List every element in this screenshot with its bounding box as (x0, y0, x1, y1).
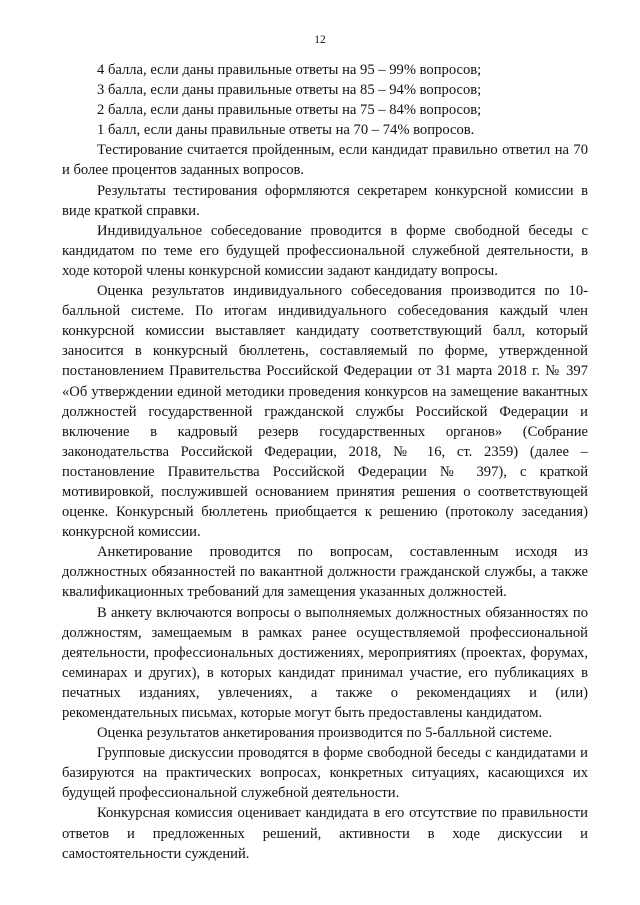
paragraph-questionnaire-contents: В анкету включаются вопросы о выполняемых должностных обязанностях по должностям, замещаемым в рамках ранее осуществляемой профессиональной деятельности, профессиональных достижениях, мероприятиях (проектах, форумах, семинарах и других), в которых кандидат принимал участие, его публикациях в печатных изданиях, увлечениях, а также о рекомендациях и (или) рекомендательных письмах, которые могут быть предоставлены кандидатом. (62, 604, 588, 721)
paragraph-questionnaire-evaluation: Оценка результатов анкетирования производится по 5-балльной системе. (97, 725, 553, 742)
score-line-2: 2 балла, если даны правильные ответы на 75 – 84% вопросов; (97, 102, 482, 119)
score-line-4: 4 балла, если даны правильные ответы на 95 – 99% вопросов; (97, 62, 482, 78)
page-number: 12 (314, 34, 326, 46)
paragraph-commission-evaluation: Конкурсная комиссия оценивает кандидата в его отсутствие по правильности ответов и предложенных решений, активности в ходе дискуссии и самостоятельности суждений. (62, 805, 588, 862)
document-body (62, 60, 588, 864)
paragraph-testing-passed: Тестирование считается пройденным, если кандидат правильно ответил на 70 и более процентов заданных вопросов. (62, 142, 588, 179)
paragraph-interview: Индивидуальное собеседование проводится в форме свободной беседы с кандидатом по теме его будущей профессиональной служебной деятельности, в ходе которой члены конкурсной комиссии задают кандидату вопросы. (62, 222, 588, 279)
paragraph-testing-results: Результаты тестирования оформляются секретарем конкурсной комиссии в виде краткой справки. (62, 182, 588, 219)
score-line-1: 1 балл, если даны правильные ответы на 70 – 74% вопросов. (97, 122, 475, 139)
paragraph-questionnaire: Анкетирование проводится по вопросам, составленным исходя из должностных обязанностей по вакантной должности гражданской службы, а также квалификационных требований для замещения указанных должностей. (62, 544, 588, 601)
score-line-3: 3 балла, если даны правильные ответы на 85 – 94% вопросов; (97, 82, 482, 99)
paragraph-group-discussions: Групповые дискуссии проводятся в форме свободной беседы с кандидатами и базируются на практических вопросах, конкретных ситуациях, касающихся их будущей профессиональной служебной деятельности. (62, 745, 588, 802)
paragraph-interview-evaluation: Оценка результатов индивидуального собеседования производится по 10-балльной системе. По итогам индивидуального собеседования каждый член конкурсной комиссии выставляет кандидату соответствующий балл, который заносится в конкурсный бюллетень, составляемый по форме, утвержденной постановлением Правительства Российской Федерации от 31 марта 2018 г. № 397 «Об утверждении единой методики проведения конкурсов на замещение вакантных должностей государственной гражданской службы Российской Федерации и включение в кадровый резерв государственных органов» (Собрание законодательства Российской Федерации, 2018, № 16, ст. 2359) (далее – постановление Правительства Российской Федерации № 397), с краткой мотивировкой, послужившей основанием принятия решения о соответствующей оценке. Конкурсный бюллетень приобщается к решению (протоколу заседания) конкурсной комиссии. (62, 283, 588, 541)
